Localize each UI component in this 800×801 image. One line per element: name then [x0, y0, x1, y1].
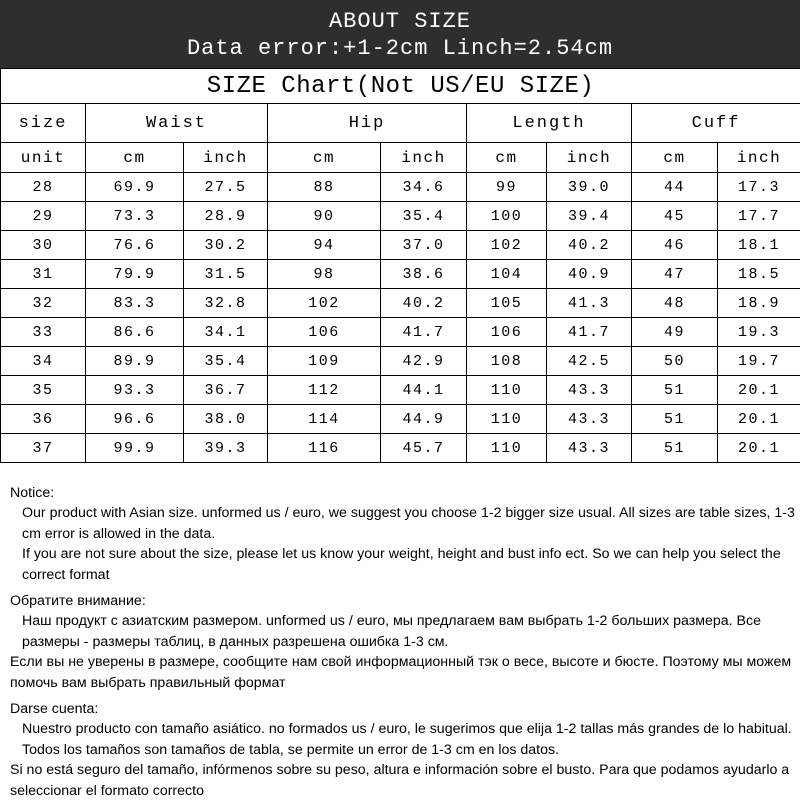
unit-cell: cm	[268, 143, 381, 173]
table-cell: 41.3	[547, 289, 632, 318]
unit-cell: inch	[718, 143, 800, 173]
table-cell: 41.7	[381, 318, 467, 347]
table-row	[1, 289, 800, 318]
table-cell: 106	[467, 318, 547, 347]
table-cell: 83.3	[86, 289, 184, 318]
table-cell: 19.3	[718, 318, 800, 347]
table-cell: 45.7	[381, 434, 467, 463]
table-cell: 34.1	[184, 318, 268, 347]
notice-heading-es: Darse cuenta:	[10, 699, 796, 719]
table-cell: 110	[467, 405, 547, 434]
table-cell: 90	[268, 202, 381, 231]
table-cell: 50	[632, 347, 718, 376]
table-row	[1, 202, 800, 231]
size-chart-table	[0, 68, 800, 463]
table-cell: 38.6	[381, 260, 467, 289]
table-cell: 35.4	[381, 202, 467, 231]
table-cell: 38.0	[184, 405, 268, 434]
unit-cell: cm	[632, 143, 718, 173]
table-cell: 43.3	[547, 434, 632, 463]
table-cell: 69.9	[86, 173, 184, 202]
table-cell: 116	[268, 434, 381, 463]
table-row	[1, 434, 800, 463]
table-cell: 106	[268, 318, 381, 347]
table-cell: 43.3	[547, 376, 632, 405]
size-cell: 32	[1, 289, 86, 318]
size-cell: 30	[1, 231, 86, 260]
notice-heading-en: Notice:	[10, 483, 796, 503]
table-cell: 44.9	[381, 405, 467, 434]
table-cell: 112	[268, 376, 381, 405]
unit-cell: cm	[86, 143, 184, 173]
table-cell: 20.1	[718, 405, 800, 434]
table-row	[1, 318, 800, 347]
header-title: ABOUT SIZE	[0, 9, 800, 34]
table-cell: 73.3	[86, 202, 184, 231]
unit-cell: cm	[467, 143, 547, 173]
header-size: size	[1, 104, 86, 143]
unit-cell: inch	[547, 143, 632, 173]
table-row	[1, 231, 800, 260]
table-cell: 47	[632, 260, 718, 289]
table-cell: 32.8	[184, 289, 268, 318]
unit-cell: inch	[184, 143, 268, 173]
table-cell: 42.5	[547, 347, 632, 376]
table-cell: 44	[632, 173, 718, 202]
unit-cell: unit	[1, 143, 86, 173]
table-cell: 34.6	[381, 173, 467, 202]
table-cell: 19.7	[718, 347, 800, 376]
table-cell: 17.3	[718, 173, 800, 202]
table-cell: 109	[268, 347, 381, 376]
table-cell: 40.2	[547, 231, 632, 260]
table-cell: 79.9	[86, 260, 184, 289]
table-cell: 76.6	[86, 231, 184, 260]
table-cell: 39.3	[184, 434, 268, 463]
table-cell: 96.6	[86, 405, 184, 434]
table-cell: 46	[632, 231, 718, 260]
table-row	[1, 376, 800, 405]
notice-text-es-1: Nuestro producto con tamaño asiático. no formados us / euro, le sugerimos que elija 1-2 tallas más grandes de lo habitual. Todos los tamaños son tamaños de tabla, se permite un error de 1-3 cm en los datos.	[10, 719, 796, 760]
table-cell: 86.6	[86, 318, 184, 347]
table-row	[1, 405, 800, 434]
size-cell: 28	[1, 173, 86, 202]
table-cell: 51	[632, 405, 718, 434]
table-cell: 18.5	[718, 260, 800, 289]
header-subtitle: Data error:+1-2cm Linch=2.54cm	[0, 36, 800, 61]
notice-heading-ru: Обратите внимание:	[10, 591, 796, 611]
size-cell: 35	[1, 376, 86, 405]
header-banner	[0, 0, 800, 68]
table-cell: 27.5	[184, 173, 268, 202]
table-cell: 31.5	[184, 260, 268, 289]
table-cell: 40.9	[547, 260, 632, 289]
size-cell: 36	[1, 405, 86, 434]
table-cell: 99.9	[86, 434, 184, 463]
table-cell: 37.0	[381, 231, 467, 260]
table-cell: 45	[632, 202, 718, 231]
table-cell: 40.2	[381, 289, 467, 318]
table-cell: 102	[268, 289, 381, 318]
size-cell: 33	[1, 318, 86, 347]
header-cuff: Cuff	[632, 104, 800, 143]
table-cell: 18.1	[718, 231, 800, 260]
table-cell: 99	[467, 173, 547, 202]
table-cell: 110	[467, 376, 547, 405]
header-hip: Hip	[268, 104, 467, 143]
table-cell: 105	[467, 289, 547, 318]
table-cell: 39.4	[547, 202, 632, 231]
notice-text-ru-1: Наш продукт с азиатским размером. unformed us / euro, мы предлагаем вам выбрать 1-2 больших размера. Все размеры - размеры таблиц, в данных разрешена ошибка 1-3 см.	[10, 611, 796, 652]
table-cell: 100	[467, 202, 547, 231]
table-cell: 110	[467, 434, 547, 463]
table-cell: 36.7	[184, 376, 268, 405]
notice-text-en-1: Our product with Asian size. unformed us / euro, we suggest you choose 1-2 bigger size usual. All sizes are table sizes, 1-3 cm error is allowed in the data.	[10, 503, 796, 544]
table-cell: 20.1	[718, 376, 800, 405]
notice-text-es-2: Si no está seguro del tamaño, infórmenos sobre su peso, altura e información sobre el busto. Para que podamos ayudarlo a seleccionar el formato correcto	[10, 760, 796, 801]
table-cell: 20.1	[718, 434, 800, 463]
table-cell: 49	[632, 318, 718, 347]
notice-text-en-2: If you are not sure about the size, please let us know your weight, height and bust info ect. So we can help you select the correct format	[10, 544, 796, 585]
header-waist: Waist	[86, 104, 268, 143]
table-cell: 88	[268, 173, 381, 202]
table-cell: 28.9	[184, 202, 268, 231]
table-cell: 30.2	[184, 231, 268, 260]
table-cell: 114	[268, 405, 381, 434]
table-cell: 89.9	[86, 347, 184, 376]
table-cell: 51	[632, 434, 718, 463]
unit-cell: inch	[381, 143, 467, 173]
table-cell: 51	[632, 376, 718, 405]
table-cell: 39.0	[547, 173, 632, 202]
table-cell: 43.3	[547, 405, 632, 434]
table-cell: 108	[467, 347, 547, 376]
header-length: Length	[467, 104, 632, 143]
table-cell: 102	[467, 231, 547, 260]
table-cell: 41.7	[547, 318, 632, 347]
table-cell: 93.3	[86, 376, 184, 405]
unit-row	[1, 143, 800, 173]
table-cell: 104	[467, 260, 547, 289]
table-cell: 35.4	[184, 347, 268, 376]
size-cell: 34	[1, 347, 86, 376]
table-cell: 44.1	[381, 376, 467, 405]
table-row	[1, 260, 800, 289]
table-row	[1, 347, 800, 376]
notes-section	[10, 483, 796, 801]
table-cell: 98	[268, 260, 381, 289]
notice-text-ru-2: Если вы не уверены в размере, сообщите нам свой информационный тэк о весе, высоте и бюсте. Поэтому мы можем помочь вам выбрать правильный формат	[10, 652, 796, 693]
table-cell: 17.7	[718, 202, 800, 231]
size-cell: 29	[1, 202, 86, 231]
table-cell: 42.9	[381, 347, 467, 376]
size-cell: 37	[1, 434, 86, 463]
table-cell: 48	[632, 289, 718, 318]
table-row	[1, 173, 800, 202]
table-cell: 18.9	[718, 289, 800, 318]
table-cell: 94	[268, 231, 381, 260]
size-cell: 31	[1, 260, 86, 289]
table-title: SIZE Chart(Not US/EU SIZE)	[1, 69, 800, 104]
